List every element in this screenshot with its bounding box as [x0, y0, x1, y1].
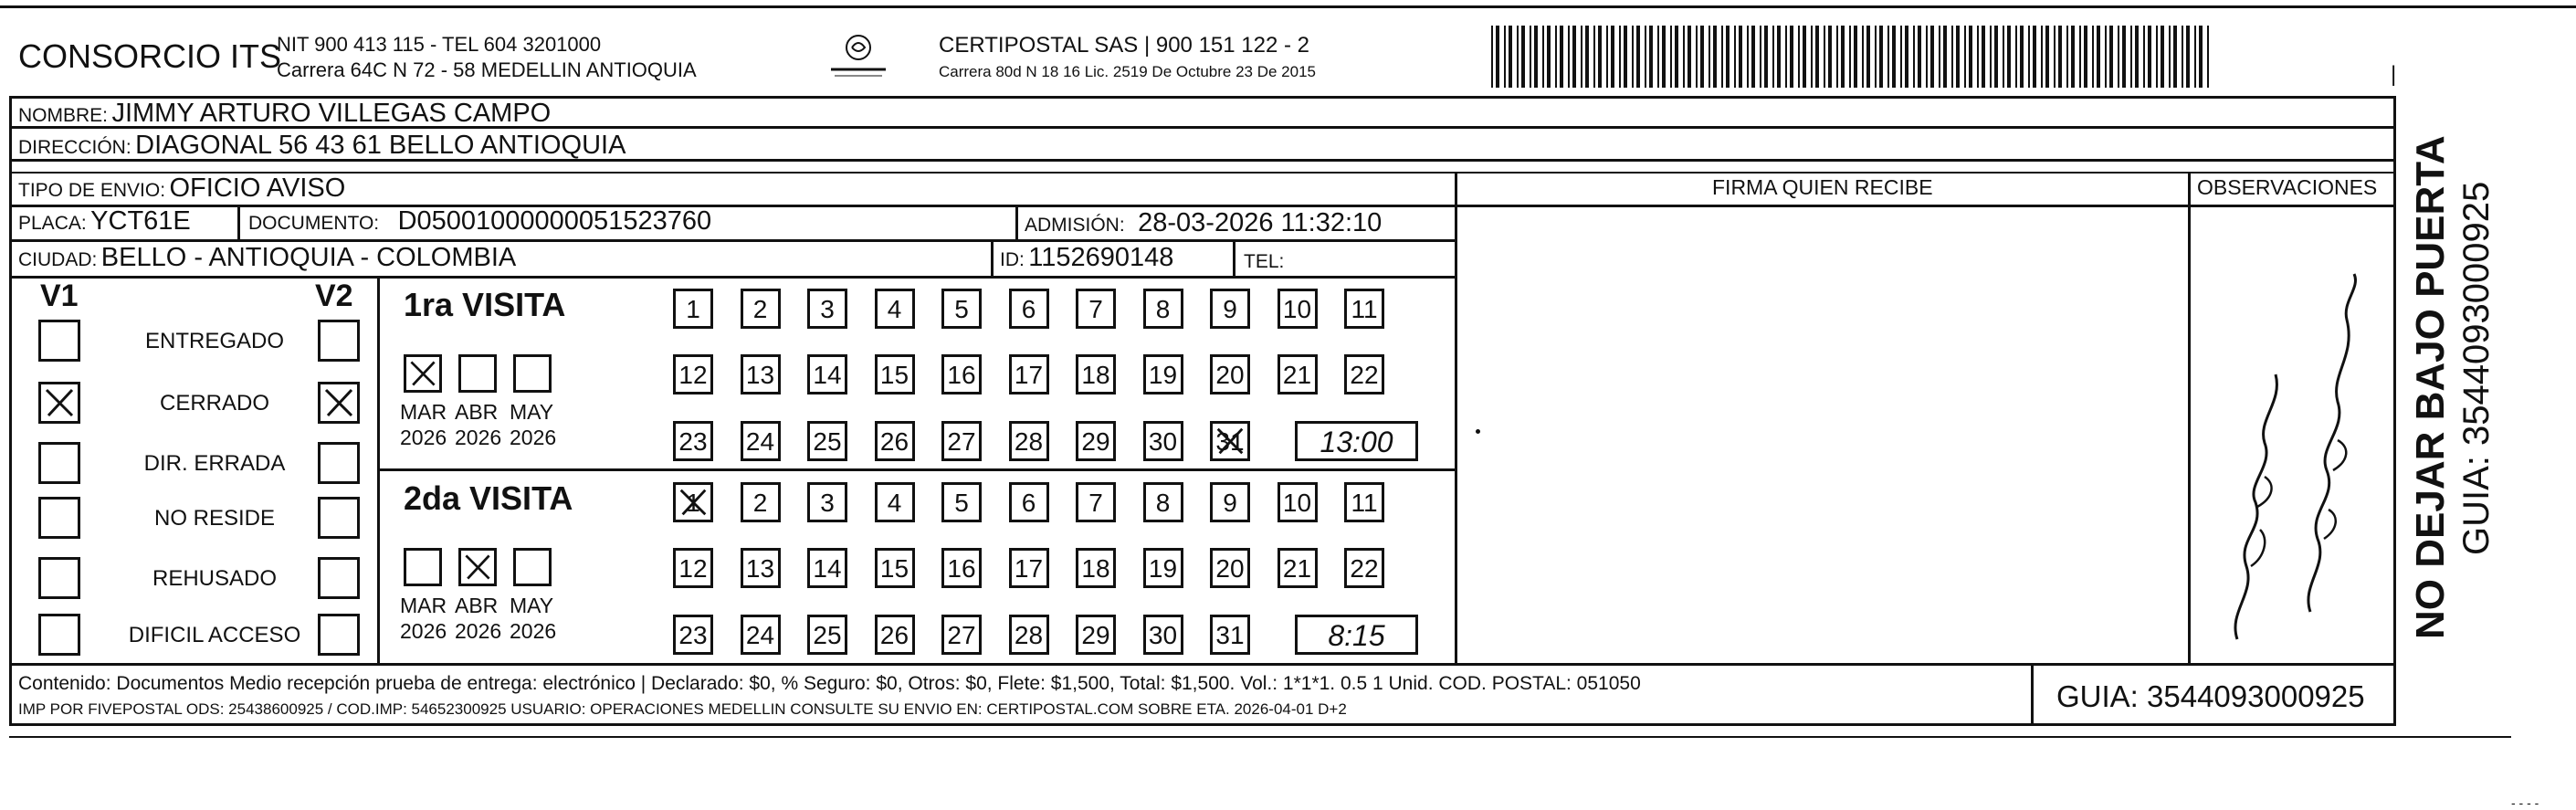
day-number: 14	[813, 361, 842, 389]
v1-checkbox[interactable]	[38, 497, 80, 539]
day-box[interactable]	[1210, 482, 1250, 522]
day-box[interactable]	[741, 421, 781, 461]
day-box[interactable]	[741, 482, 781, 522]
day-box[interactable]	[741, 289, 781, 329]
day-number: 24	[745, 427, 775, 456]
edge-marks: - - - -	[2511, 795, 2539, 810]
day-box[interactable]	[673, 354, 713, 394]
day-box[interactable]	[1143, 482, 1183, 522]
month-label: ABR	[455, 594, 499, 617]
day-number: 20	[1215, 361, 1245, 389]
col-line	[2188, 172, 2191, 663]
day-box[interactable]	[1076, 482, 1116, 522]
day-box[interactable]	[1277, 482, 1318, 522]
day-number: 28	[1014, 427, 1044, 456]
day-number: 15	[879, 361, 909, 389]
day-box[interactable]	[673, 421, 713, 461]
day-box[interactable]	[875, 548, 915, 588]
day-box[interactable]	[1009, 548, 1049, 588]
day-box[interactable]	[1143, 354, 1183, 394]
day-box[interactable]	[941, 482, 982, 522]
day-box[interactable]	[807, 289, 847, 329]
direccion-row	[18, 132, 626, 159]
day-number: 20	[1215, 554, 1245, 583]
day-box[interactable]	[1277, 289, 1318, 329]
day-box[interactable]	[1210, 289, 1250, 329]
day-box[interactable]	[1143, 548, 1183, 588]
day-number: 4	[887, 295, 902, 323]
day-box[interactable]	[741, 354, 781, 394]
month-checkbox[interactable]	[404, 548, 442, 586]
month-label: ABR	[455, 400, 499, 424]
year-label: 2026	[400, 426, 447, 449]
month-checkbox[interactable]	[513, 548, 552, 586]
carrier-line: CERTIPOSTAL SAS | 900 151 122 - 2	[939, 33, 1309, 58]
v1-checkbox[interactable]	[38, 614, 80, 656]
day-number: 28	[1014, 621, 1044, 649]
day-box[interactable]	[1344, 289, 1384, 329]
day-box[interactable]	[1143, 421, 1183, 461]
month-checkbox[interactable]	[513, 354, 552, 393]
admision-label: ADMISIÓN:	[1025, 215, 1125, 236]
day-box[interactable]	[1210, 615, 1250, 655]
direccion-value: DIAGONAL 56 43 61 BELLO ANTIOQUIA	[135, 131, 626, 160]
day-box[interactable]	[1210, 548, 1250, 588]
day-number: 14	[813, 554, 842, 583]
month-checkbox[interactable]	[404, 354, 442, 393]
carrier-address: Carrera 80d N 18 16 Lic. 2519 De Octubre 23 De 2015	[939, 63, 1316, 80]
v2-checkbox[interactable]	[318, 382, 360, 424]
day-number: 29	[1081, 621, 1110, 649]
day-number: 17	[1014, 554, 1044, 583]
row-line	[9, 239, 1455, 242]
day-number: 13	[745, 554, 775, 583]
v2-checkbox[interactable]	[318, 614, 360, 656]
day-box[interactable]	[941, 354, 982, 394]
v1-checkbox[interactable]	[38, 320, 80, 362]
day-box[interactable]	[1009, 482, 1049, 522]
day-number: 26	[879, 427, 909, 456]
day-number: 16	[947, 554, 976, 583]
day-box[interactable]	[941, 615, 982, 655]
tipo-row	[18, 175, 345, 202]
signature-area	[1457, 207, 2186, 661]
tipo-label: TIPO DE ENVIO:	[18, 180, 166, 201]
time-box[interactable]: 8:15	[1295, 615, 1418, 655]
status-label: CERRADO	[159, 391, 269, 416]
month-label: MAY	[510, 594, 554, 617]
ciudad-label: CIUDAD:	[18, 249, 98, 270]
v2-label: V2	[315, 279, 353, 313]
tel-label: TEL:	[1244, 251, 1285, 272]
day-number: 15	[879, 554, 909, 583]
day-box[interactable]	[1277, 354, 1318, 394]
documento-row	[248, 208, 711, 235]
day-number: 8	[1155, 295, 1171, 323]
month-label: MAR	[400, 594, 447, 617]
day-number: 1	[686, 489, 700, 517]
day-check-mark	[676, 485, 710, 520]
tipo-value: OFICIO AVISO	[169, 174, 346, 203]
day-number: 23	[678, 621, 708, 649]
day-box[interactable]	[807, 354, 847, 394]
day-box[interactable]	[1009, 289, 1049, 329]
day-number: 8	[1155, 489, 1171, 517]
year-label: 2026	[510, 619, 557, 643]
day-number: 4	[887, 489, 902, 517]
nombre-value: JIMMY ARTURO VILLEGAS CAMPO	[111, 99, 552, 128]
status-label: REHUSADO	[152, 566, 278, 591]
observation-handwriting	[2201, 265, 2383, 648]
barcode	[1491, 26, 2217, 88]
day-box[interactable]	[875, 482, 915, 522]
day-number: 30	[1148, 621, 1178, 649]
day-box[interactable]	[875, 289, 915, 329]
bottom-rule	[9, 736, 2511, 738]
day-number: 21	[1282, 554, 1312, 583]
row-line	[9, 663, 2396, 666]
visit2-title: 2da VISITA	[404, 479, 573, 517]
day-number: 22	[1350, 361, 1379, 389]
id-value: 1152690148	[1028, 243, 1174, 272]
observaciones-header: OBSERVACIONES	[2197, 175, 2378, 199]
day-box[interactable]	[1009, 354, 1049, 394]
day-box[interactable]	[1210, 354, 1250, 394]
day-box[interactable]	[807, 421, 847, 461]
day-number: 23	[678, 427, 708, 456]
day-box[interactable]	[1344, 482, 1384, 522]
day-box[interactable]	[941, 289, 982, 329]
v1-checkbox[interactable]	[38, 382, 80, 424]
day-number: 19	[1148, 554, 1178, 583]
day-box[interactable]	[741, 548, 781, 588]
day-number: 27	[947, 427, 976, 456]
day-number: 31	[1215, 427, 1245, 456]
v1-checkbox[interactable]	[38, 442, 80, 484]
day-box[interactable]	[1009, 421, 1049, 461]
day-box[interactable]	[875, 421, 915, 461]
tick-mark: |	[2391, 62, 2397, 87]
day-box[interactable]	[807, 615, 847, 655]
ciudad-value: BELLO - ANTIOQUIA - COLOMBIA	[100, 243, 517, 272]
day-box[interactable]	[1143, 289, 1183, 329]
day-number: 11	[1351, 489, 1378, 517]
day-box[interactable]	[875, 615, 915, 655]
day-number: 22	[1350, 554, 1379, 583]
row-line	[9, 205, 1455, 207]
day-box[interactable]	[1076, 354, 1116, 394]
day-number: 16	[947, 361, 976, 389]
day-check-mark	[1213, 424, 1247, 458]
day-box[interactable]	[875, 354, 915, 394]
top-rule	[0, 5, 2576, 8]
day-box[interactable]	[1009, 615, 1049, 655]
company-address: Carrera 64C N 72 - 58 MEDELLIN ANTIOQUIA	[277, 58, 697, 81]
day-number: 5	[954, 295, 969, 323]
col-line	[991, 239, 994, 276]
firma-header: FIRMA QUIEN RECIBE	[1712, 175, 1933, 199]
day-number: 2	[752, 295, 768, 323]
placa-value: YCT61E	[90, 206, 191, 236]
day-number: 7	[1088, 295, 1103, 323]
day-number: 29	[1081, 427, 1110, 456]
status-label: DIFICIL ACCESO	[128, 623, 301, 647]
day-number: 12	[678, 554, 708, 583]
day-number: 25	[813, 427, 842, 456]
documento-label: DOCUMENTO:	[248, 213, 380, 234]
documento-value: D05001000000051523760	[397, 206, 712, 236]
day-box[interactable]	[807, 482, 847, 522]
year-label: 2026	[455, 619, 502, 643]
day-number: 18	[1081, 554, 1110, 583]
admision-value: 28-03-2026 11:32:10	[1138, 208, 1383, 237]
nombre-label: NOMBRE:	[18, 105, 109, 126]
day-box[interactable]	[673, 548, 713, 588]
status-label: ENTREGADO	[144, 329, 284, 353]
day-number: 19	[1148, 361, 1178, 389]
day-number: 3	[820, 489, 835, 517]
year-label: 2026	[400, 619, 447, 643]
day-box[interactable]	[673, 615, 713, 655]
day-box[interactable]	[673, 482, 713, 522]
time-box[interactable]: 13:00	[1295, 421, 1418, 461]
day-number: 13	[745, 361, 775, 389]
day-number: 3	[820, 295, 835, 323]
col-line	[2031, 663, 2034, 726]
month-checkbox[interactable]	[458, 354, 497, 393]
day-box[interactable]	[1277, 548, 1318, 588]
ciudad-row	[18, 245, 516, 271]
day-number: 17	[1014, 361, 1044, 389]
day-box[interactable]	[941, 421, 982, 461]
day-number: 18	[1081, 361, 1110, 389]
footer-imp: IMP POR FIVEPOSTAL ODS: 25438600925 / COD.IMP: 54652300925 USUARIO: OPERACIONES MEDELLIN CONSULTE SU ENVIO EN: CERTIPOSTAL.COM SOBRE ETA. 2026-04-01 D+2	[18, 700, 1347, 718]
admision-row	[1025, 210, 1382, 237]
id-label: ID:	[1000, 249, 1025, 270]
row-line	[9, 172, 2396, 174]
visit1-title: 1ra VISITA	[404, 286, 566, 323]
row-line	[9, 276, 1455, 279]
v2-checkbox[interactable]	[318, 557, 360, 599]
col-line	[1233, 239, 1235, 276]
footer-guia: GUIA: 3544093000925	[2056, 679, 2365, 713]
year-label: 2026	[455, 426, 502, 449]
side-warning: NO DEJAR BAJO PUERTA	[2408, 135, 2453, 639]
id-row	[1000, 245, 1173, 271]
day-number: 11	[1351, 295, 1378, 323]
day-number: 6	[1021, 295, 1036, 323]
day-box[interactable]	[1076, 615, 1116, 655]
day-number: 26	[879, 621, 909, 649]
day-number: 27	[947, 621, 976, 649]
footer-contenido: Contenido: Documentos Medio recepción prueba de entrega: electrónico | Declarado: $0, % Seguro: $0, Otros: $0, Flete: $1,500, Total: $1,500. Vol.: 1*1*1. 0.5 1 Unid. COD. POSTAL: 051050	[18, 673, 1641, 694]
day-number: 2	[752, 489, 768, 517]
day-box[interactable]	[1344, 548, 1384, 588]
day-number: 24	[745, 621, 775, 649]
certipostal-logo	[822, 33, 895, 80]
month-checkbox[interactable]	[458, 548, 497, 586]
month-label: MAY	[510, 400, 554, 424]
day-number: 7	[1088, 489, 1103, 517]
day-number: 21	[1282, 361, 1312, 389]
row-line	[377, 468, 1455, 471]
col-line	[1015, 205, 1018, 239]
v1-checkbox[interactable]	[38, 557, 80, 599]
v1-label: V1	[40, 279, 79, 313]
day-number: 5	[954, 489, 969, 517]
day-number: 9	[1223, 295, 1237, 323]
day-number: 9	[1223, 489, 1237, 517]
year-label: 2026	[510, 426, 557, 449]
nombre-row	[18, 100, 551, 127]
direccion-label: DIRECCIÓN:	[18, 137, 131, 158]
day-box[interactable]	[807, 548, 847, 588]
day-box[interactable]	[1076, 548, 1116, 588]
day-number: 10	[1282, 489, 1312, 517]
day-box[interactable]	[741, 615, 781, 655]
status-label: DIR. ERRADA	[143, 451, 286, 476]
month-label: MAR	[400, 400, 447, 424]
day-number: 10	[1282, 295, 1312, 323]
placa-label: PLACA:	[18, 213, 87, 234]
signature-dot	[1476, 429, 1480, 434]
col-line	[237, 205, 240, 239]
day-box[interactable]	[1076, 421, 1116, 461]
day-number: 30	[1148, 427, 1178, 456]
nit-line: NIT 900 413 115 - TEL 604 3201000	[277, 33, 602, 56]
day-box[interactable]	[1210, 421, 1250, 461]
day-box[interactable]	[1143, 615, 1183, 655]
status-label: NO RESIDE	[153, 506, 276, 531]
placa-row	[18, 208, 191, 235]
v2-checkbox[interactable]	[318, 320, 360, 362]
day-number: 31	[1215, 621, 1245, 649]
day-box[interactable]	[1344, 354, 1384, 394]
day-box[interactable]	[1076, 289, 1116, 329]
day-number: 12	[678, 361, 708, 389]
v2-checkbox[interactable]	[318, 497, 360, 539]
v2-checkbox[interactable]	[318, 442, 360, 484]
tel-row	[1244, 247, 1284, 273]
day-number: 25	[813, 621, 842, 649]
company-name: CONSORCIO ITS	[18, 37, 282, 75]
day-number: 6	[1021, 489, 1036, 517]
day-box[interactable]	[673, 289, 713, 329]
day-number: 1	[686, 295, 700, 323]
side-guia: GUIA: 3544093000925	[2456, 181, 2497, 555]
day-box[interactable]	[941, 548, 982, 588]
